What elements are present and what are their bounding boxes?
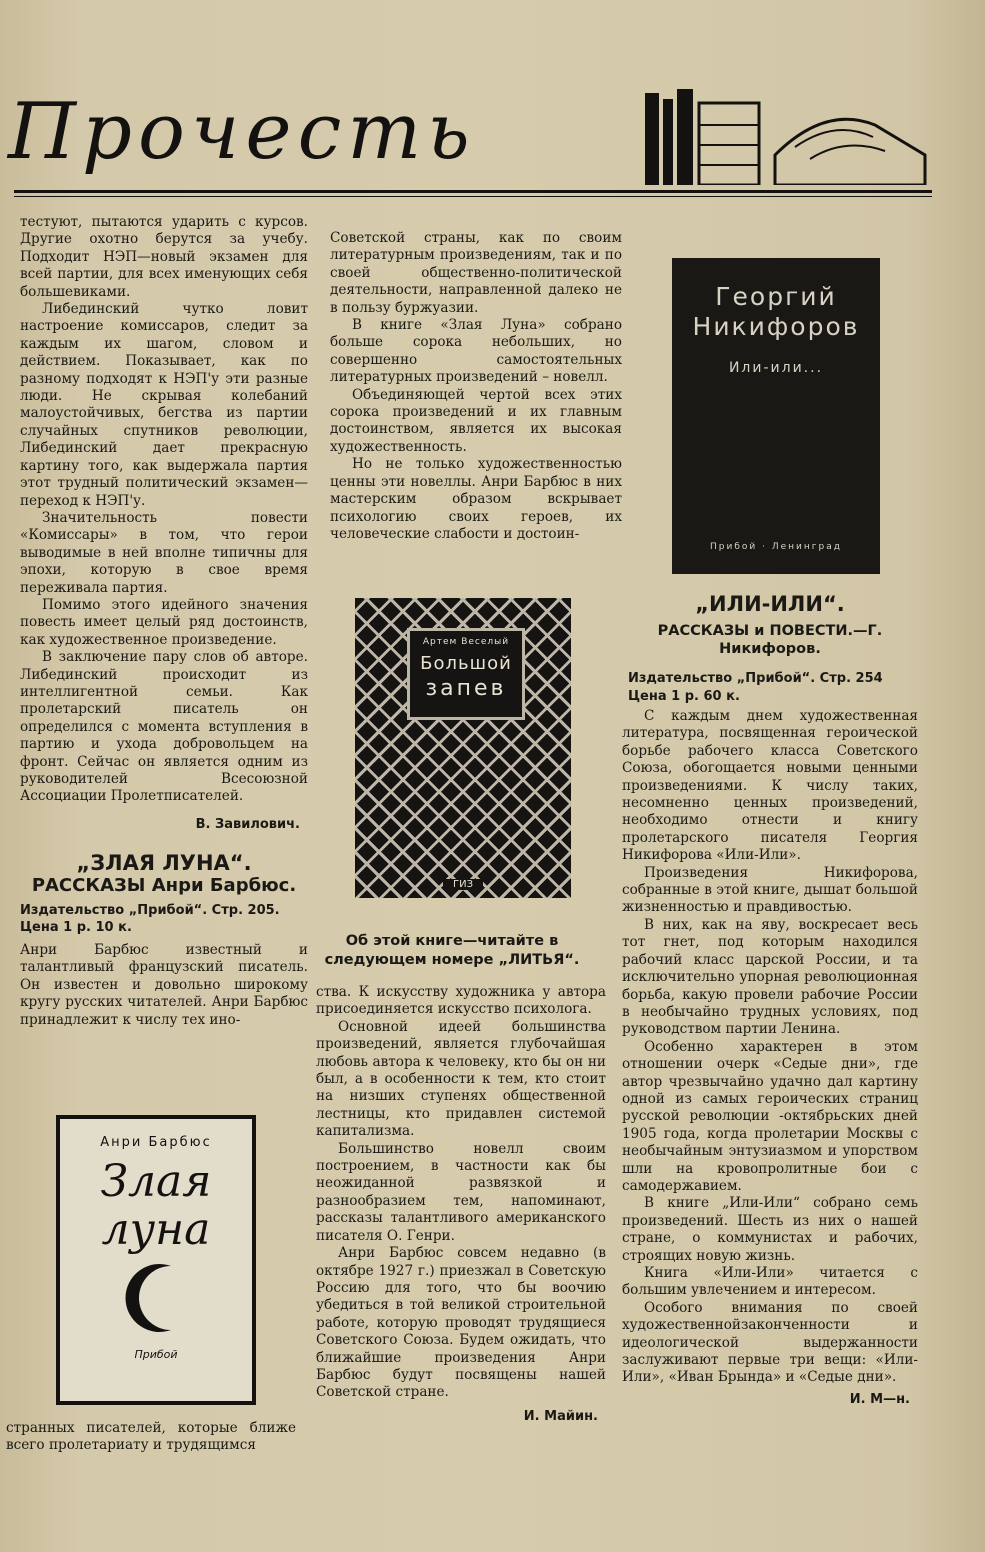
moon-icon xyxy=(116,1258,196,1338)
cover-author: Анри Барбюс xyxy=(100,1135,212,1150)
paragraph: Анри Барбюс известный и талантливый французский писатель. Он известен и довольно широкому кругу русских читателей. Анри Барбюс принадлежит к числу тех ино- xyxy=(20,942,308,1028)
header-rule-thin xyxy=(14,196,932,197)
paragraph: Книга «Или-Или» читается с большим увлечением и интересом. xyxy=(622,1265,918,1299)
paragraph: В них, как на яву, воскресает весь тот гнет, под которым находился рабочий класс царской России, и та исключительно упорная революционная борьба, какую провели рабочие России в необычайно трудных условиях, под руководством партии Ленина. xyxy=(622,916,918,1038)
cover-publisher: Прибой xyxy=(134,1348,178,1361)
paragraph: Помимо этого идейного значения повесть имеет целый ряд достоинств, как художественное произведение. xyxy=(20,596,308,648)
cover-publisher: ГИЗ xyxy=(443,879,483,890)
signature: И. Майин. xyxy=(523,1408,598,1424)
books-illustration xyxy=(645,85,935,185)
review-subtitle: РАССКАЗЫ и ПОВЕСТИ.—Г. Никифоров. xyxy=(657,623,883,657)
paragraph: В заключение пару слов об авторе. Либединский происходит из интеллигентной семьи. Как пролетарский писатель он определился с момента вступления в партию и ухода добровольцем на фронт. Сейчас он является одним из руководителей Всесоюзной Ассоциации Пролетписателей. xyxy=(20,649,308,805)
signature: И. М—н. xyxy=(849,1391,910,1407)
paragraph: Основной идеей большинства произведений, является глубочайшая любовь автора к человеку, кто бы он ни был, а в особенности к тем, кто стоит на низших ступенях общественной лестницы, кто придавлен системой капитализма. xyxy=(316,1018,606,1140)
column-2 xyxy=(330,230,622,543)
cover-title-1: Большой xyxy=(420,653,512,674)
paragraph: ства. К искусству художника у автора присоединяется искусство психолога. xyxy=(316,984,606,1018)
review-title: „ЗЛАЯ ЛУНА“. xyxy=(76,851,252,876)
review-subtitle: РАССКАЗЫ Анри Барбюс. xyxy=(31,874,297,896)
paragraph: Но не только художественностью ценны эти новеллы. Анри Барбюс в них мастерским образом вскрывает психологию своих героев, их человеческие слабости и достоин- xyxy=(330,456,622,542)
caption: Об этой книге—читайте в следующем номере „ЛИТЬЯ“. xyxy=(324,933,580,968)
book-cover-ili-ili xyxy=(672,258,880,574)
review-publisher: Издательство „Прибой“. Стр. 254 Цена 1 р. 60 к. xyxy=(628,671,883,705)
paragraph: В книге „Или-Или“ собрано семь произведений. Шесть из них о нашей стране, о коммунистах и рабочих, строящих новую жизнь. xyxy=(622,1195,918,1264)
paragraph: Либединский чутко ловит настроение комиссаров, следит за каждым их шагом, словом и действием. Показывает, как по разному подходят к НЭП'у эти разные люди. Не скрывая колебаний малоустойчивых, бегства из партии случайных спутников революции, Либединский дает прекрасную картину того, как выдержала партия этот трудный политический экзамен—переход к НЭП'у. xyxy=(20,301,308,509)
review-title: „ИЛИ-ИЛИ“. xyxy=(695,592,845,616)
masthead-title: Прочесть xyxy=(8,87,476,177)
column-3 xyxy=(622,592,918,706)
column-2-lower xyxy=(316,984,606,1425)
cover-title-1: Злая xyxy=(100,1156,212,1207)
masthead xyxy=(0,85,935,195)
column-1 xyxy=(20,214,308,1029)
column-1-tail xyxy=(6,1420,296,1455)
book-cover-bolshoi-zapev xyxy=(355,598,571,898)
cover-title-2: запев xyxy=(425,676,507,701)
review-publisher: Издательство „Прибой“. Стр. 205. Цена 1 р. 10 к. xyxy=(20,903,280,936)
cover-title: Или-или... xyxy=(728,360,824,376)
header-rule xyxy=(14,190,932,193)
paragraph: В книге «Злая Луна» собрано больше сорока небольших, но совершенно самостоятельных литературных произведений – новелл. xyxy=(330,317,622,386)
paragraph: Большинство новелл своим построением, в частности как бы неожиданной развязкой и разнообразием тем, напоминают, рассказы талантливого американского писателя О. Генри. xyxy=(316,1140,606,1244)
paragraph: Анри Барбюс совсем недавно (в октябре 1927 г.) приезжал в Советскую Россию для того, что бы воочию убедиться в той великой строительной работе, которую проводят трудящиеся Советского Союза. Будем ожидать, что ближайшие произведения Анри Барбюс будут посвящены нашей Советской стране. xyxy=(316,1245,606,1401)
cover-publisher: Прибой · Ленинград xyxy=(710,542,842,552)
column-3-text xyxy=(622,708,918,1408)
paragraph: Особенно характерен в этом отношении очерк «Седые дни», где автор чрезвычайно удачно дал картину одной из самых героических страниц русской революции -октябрьских дней 1905 года, когда пролетарии Москвы с необычайным энтузиазмом и упорством шли на кровопролитные бои с самодержавием. xyxy=(622,1038,918,1194)
cover-title-2: луна xyxy=(101,1204,211,1255)
paragraph: странных писателей, которые ближе всего пролетариату и трудящимся xyxy=(6,1420,296,1454)
cover-author: Георгий Никифоров xyxy=(692,282,860,341)
paragraph: тестуют, пытаются ударить с курсов. Другие охотно берутся за учебу. Подходит НЭП—новый экзамен для всей партии, для всех именующих себя большевиками. xyxy=(20,214,308,300)
cover-author: Артем Веселый xyxy=(422,637,510,647)
signature: В. Завилович. xyxy=(195,816,300,832)
paragraph: Особого внимания по своей художественнойзаконченности и идеологической выдержанности заслуживают первые три вещи: «Или-Или», «Иван Брында» и «Седые дни». xyxy=(622,1299,918,1386)
paragraph: Объединяющей чертой всех этих сорока произведений и их главным достоинством, является их высокая художественность. xyxy=(330,386,622,455)
paragraph: Значительность повести «Комиссары» в том, что герои выводимые в ней вполне типичны для эпохи, которую в свое время переживала партия. xyxy=(20,509,308,596)
book-cover-zlaya-luna xyxy=(56,1115,256,1405)
paragraph: С каждым днем художественная литература, посвященная героической борьбе рабочего класса Советского Союза, обогощается новыми ценными произведениями. К числу таких, несомненно ценных произведений, необходимо отнести и книгу пролетарского писателя Георгия Никифорова «Или-Или». xyxy=(622,708,918,864)
paragraph: Произведения Никифорова, собранные в этой книге, дышат большой жизненностью и правдивостью. xyxy=(622,864,918,916)
cover-label xyxy=(407,628,525,720)
paragraph: Советской страны, как по своим литературным произведениям, так и по своей общественно-политической деятельности, направленной далеко не в пользу буржуазии. xyxy=(330,230,622,316)
